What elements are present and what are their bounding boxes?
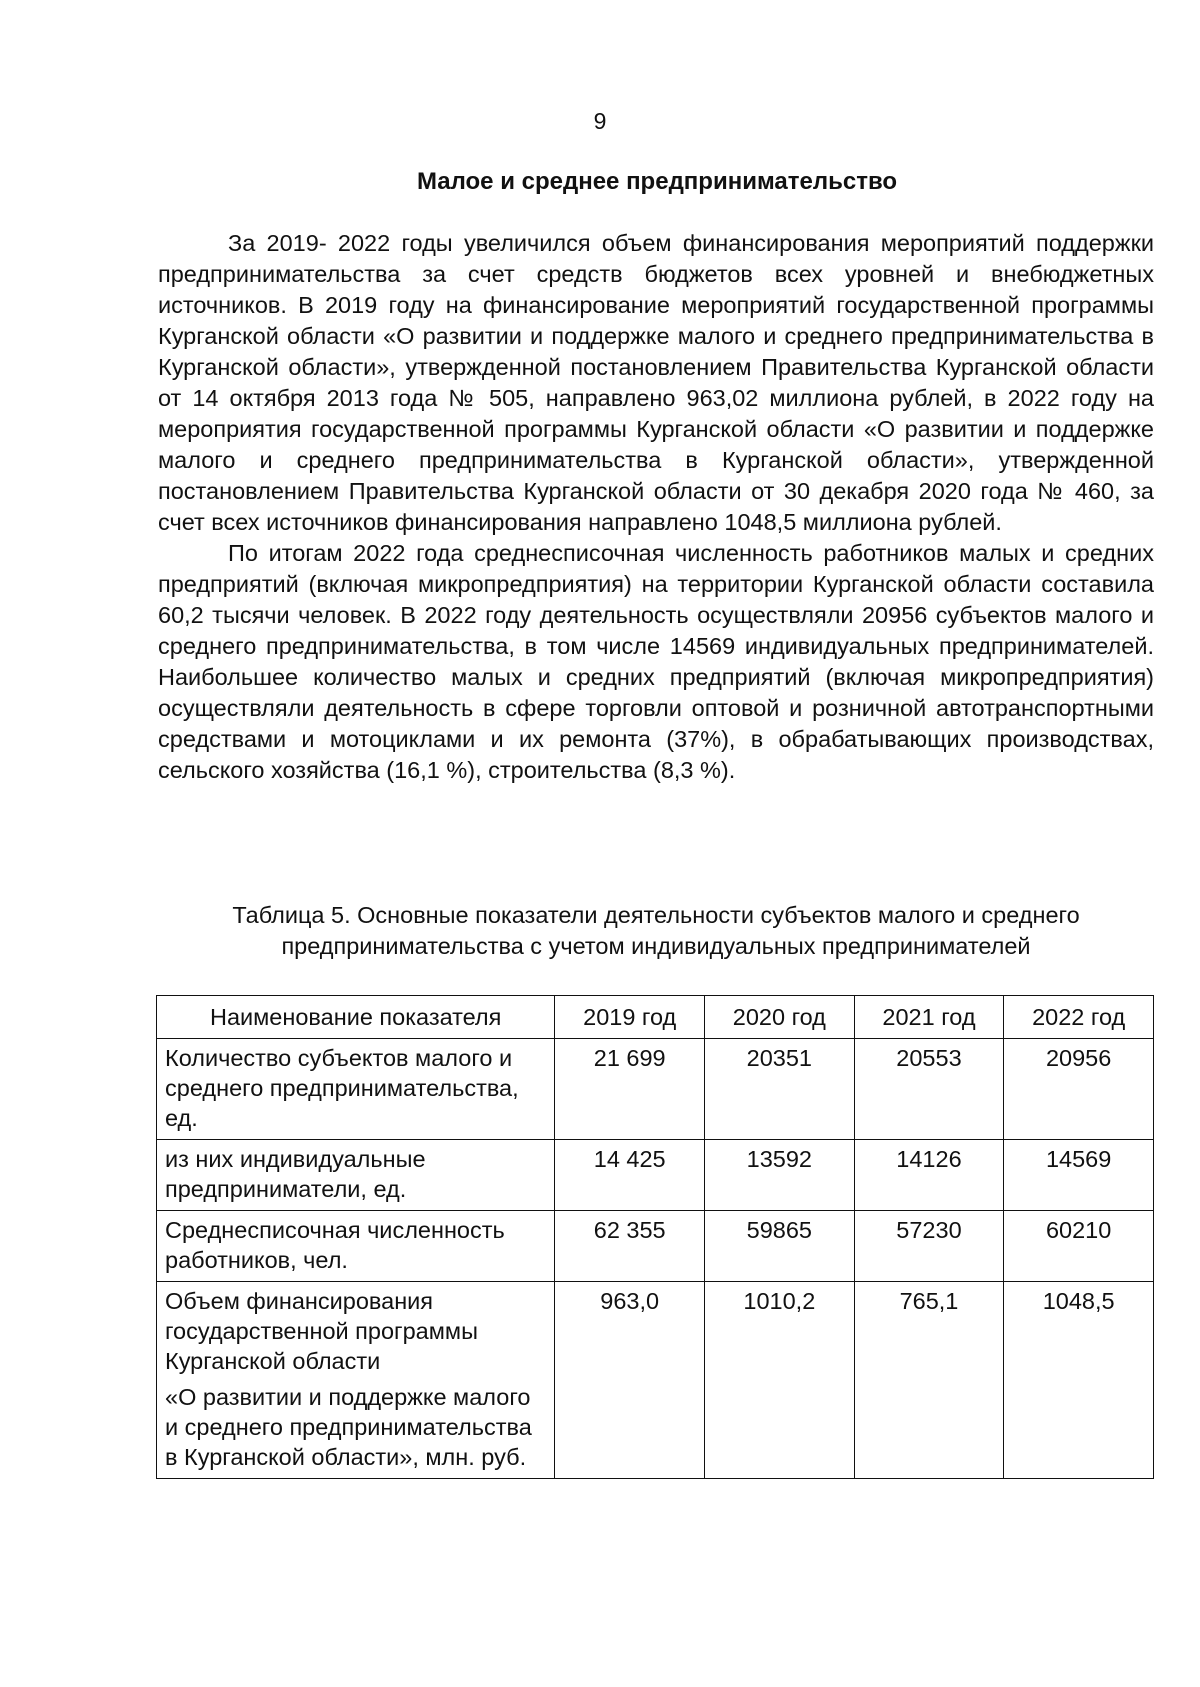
cell-2021: 765,1: [854, 1282, 1004, 1479]
header-year-2019: 2019 год: [555, 996, 705, 1039]
paragraph-2: По итогам 2022 года среднесписочная численность работников малых и средних предприятий (включая микропредприятия) на территории Курганской области составила 60,2 тысячи человек. В 2022 году деятельность осуществляли 20956 субъектов малого и среднего предпринимательства, в том числе 14569 индивидуальных предпринимателей. Наибольшее количество малых и средних предприятий (включая микропредприятия) осуществляли деятельность в сфере торговли оптовой и розничной автотранспортными средствами и мотоциклами и их ремонта (37%), в обрабатывающих производствах, сельского хозяйства (16,1 %), строительства (8,3 %).: [158, 540, 1154, 783]
cell-2021: 14126: [854, 1140, 1004, 1211]
paragraph-1: За 2019- 2022 годы увеличился объем финансирования мероприятий поддержки предпринимательства за счет средств бюджетов всех уровней и внебюджетных источников. В 2019 году на финансирование мероприятий государственной программы Курганской области «О развитии и поддержке малого и среднего предпринимательства в Курганской области», утвержденной постановлением Правительства Курганской области от 14 октября 2013 года № 505, направлено 963,02 миллиона рублей, в 2022 году на мероприятия государственной программы Курганской области «О развитии и поддержке малого и среднего предпринимательства в Курганской области», утвержденной постановлением Правительства Курганской области от 30 декабря 2020 года № 460, за счет всех источников финансирования направлено 1048,5 миллиона рублей.: [158, 230, 1154, 535]
cell-2022: 60210: [1004, 1211, 1154, 1282]
cell-2019: 14 425: [555, 1140, 705, 1211]
cell-2019: 62 355: [555, 1211, 705, 1282]
cell-2022: 1048,5: [1004, 1282, 1154, 1479]
header-year-2020: 2020 год: [705, 996, 855, 1039]
header-indicator-name: Наименование показателя: [157, 996, 555, 1039]
table-row: [157, 1140, 1154, 1211]
cell-2020: 59865: [705, 1211, 855, 1282]
table-caption-line-1: Таблица 5. Основные показатели деятельности субъектов малого и среднего: [232, 902, 1080, 928]
cell-2019: 21 699: [555, 1039, 705, 1140]
page-number: 9: [593, 108, 607, 134]
row-name: [157, 1282, 555, 1479]
cell-2021: 57230: [854, 1211, 1004, 1282]
row-name-part-2: «О развитии и поддержке малого и среднего предпринимательства в Курганской области», млн. руб.: [165, 1384, 532, 1470]
cell-2020: 1010,2: [705, 1282, 855, 1479]
cell-2020: 20351: [705, 1039, 855, 1140]
header-year-2022: 2022 год: [1004, 996, 1154, 1039]
cell-2022: 20956: [1004, 1039, 1154, 1140]
row-name: из них индивидуальные предприниматели, ед.: [157, 1140, 555, 1211]
row-name-part-1: Объем финансирования государственной программы Курганской области: [165, 1288, 478, 1374]
cell-2021: 20553: [854, 1039, 1004, 1140]
section-title: Малое и среднее предпринимательство: [416, 168, 898, 195]
table-header-row: [157, 996, 1154, 1039]
table-row: [157, 1039, 1154, 1140]
row-name: Среднесписочная численность работников, чел.: [157, 1211, 555, 1282]
table-caption: [158, 900, 1154, 962]
table-row: [157, 1211, 1154, 1282]
table-row: [157, 1282, 1154, 1479]
table-caption-line-2: предпринимательства с учетом индивидуальных предпринимателей: [281, 933, 1031, 959]
cell-2020: 13592: [705, 1140, 855, 1211]
header-year-2021: 2021 год: [854, 996, 1004, 1039]
body-text: [158, 228, 1154, 786]
cell-2019: 963,0: [555, 1282, 705, 1479]
row-name: Количество субъектов малого и среднего предпринимательства, ед.: [157, 1039, 555, 1140]
cell-2022: 14569: [1004, 1140, 1154, 1211]
indicators-table: [156, 995, 1154, 1479]
